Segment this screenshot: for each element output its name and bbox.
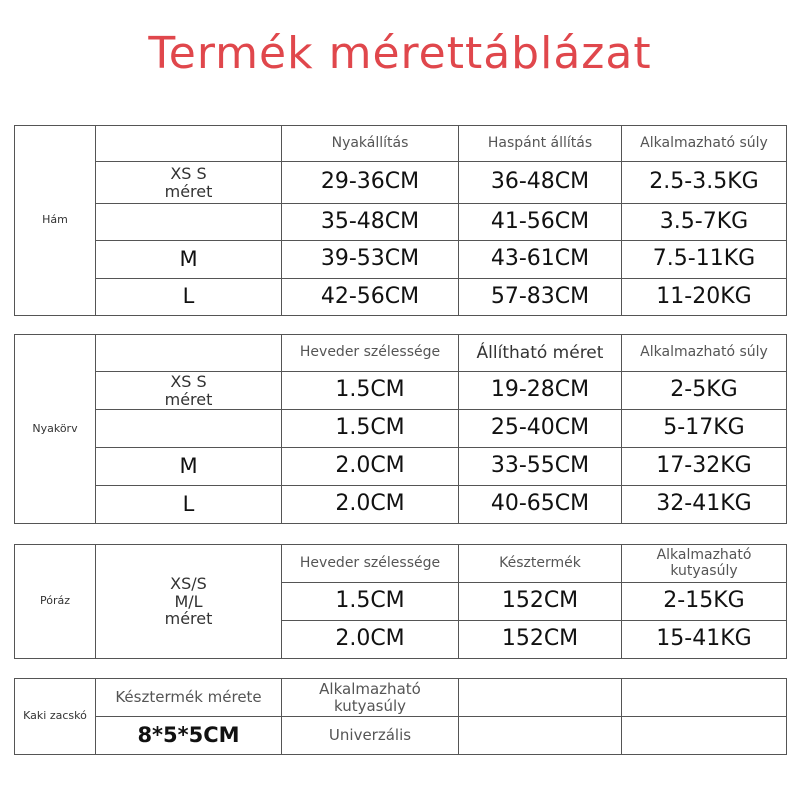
ham-cell: 2.5-3.5KG <box>622 162 787 204</box>
nyakorv-table <box>14 334 787 524</box>
nyakorv-cell: 2-5KG <box>622 372 787 410</box>
nyakorv-header-adjustable: Állítható méret <box>459 335 622 372</box>
kaki-empty-cell <box>459 679 622 717</box>
ham-cell: 7.5-11KG <box>622 241 787 279</box>
kaki-header-size: Késztermék mérete <box>96 679 282 717</box>
nyakorv-header-weight: Alkalmazható súly <box>622 335 787 372</box>
kaki-header-weight: Alkalmazható kutyasúly <box>282 679 459 717</box>
poraz-cell: 2-15KG <box>622 583 787 621</box>
nyakorv-cell: 1.5CM <box>282 372 459 410</box>
kaki-empty-cell <box>622 679 787 717</box>
ham-cell: 57-83CM <box>459 279 622 316</box>
nyakorv-cell: 40-65CM <box>459 486 622 524</box>
nyakorv-header-width: Heveder szélessége <box>282 335 459 372</box>
nyakorv-size-empty <box>96 410 282 448</box>
ham-table <box>14 125 787 316</box>
ham-header-empty <box>96 126 282 162</box>
ham-cell: 43-61CM <box>459 241 622 279</box>
poraz-cell: 1.5CM <box>282 583 459 621</box>
nyakorv-cell: 33-55CM <box>459 448 622 486</box>
nyakorv-header-empty <box>96 335 282 372</box>
nyakorv-cell: 2.0CM <box>282 448 459 486</box>
nyakorv-size-l: L <box>96 486 282 524</box>
nyakorv-category-label: Nyakörv <box>15 335 96 524</box>
ham-cell: 29-36CM <box>282 162 459 204</box>
nyakorv-size-m: M <box>96 448 282 486</box>
ham-cell: 41-56CM <box>459 204 622 241</box>
ham-cell: 39-53CM <box>282 241 459 279</box>
kaki-weight-value: Univerzális <box>282 717 459 755</box>
poraz-size: XS/S M/L méret <box>96 545 282 659</box>
ham-header-belly: Haspánt állítás <box>459 126 622 162</box>
ham-size-m: M <box>96 241 282 279</box>
nyakorv-cell: 17-32KG <box>622 448 787 486</box>
ham-size-empty <box>96 204 282 241</box>
kaki-category-label: Kaki zacskó <box>15 679 96 755</box>
poraz-cell: 152CM <box>459 583 622 621</box>
ham-cell: 3.5-7KG <box>622 204 787 241</box>
ham-cell: 36-48CM <box>459 162 622 204</box>
poraz-header-product: Késztermék <box>459 545 622 583</box>
kaki-empty-cell <box>622 717 787 755</box>
ham-cell: 35-48CM <box>282 204 459 241</box>
kaki-table <box>14 678 787 755</box>
nyakorv-cell: 2.0CM <box>282 486 459 524</box>
poraz-category-label: Póráz <box>15 545 96 659</box>
kaki-empty-cell <box>459 717 622 755</box>
poraz-header-weight: Alkalmazható kutyasúly <box>622 545 787 583</box>
ham-size-l: L <box>96 279 282 316</box>
nyakorv-cell: 32-41KG <box>622 486 787 524</box>
poraz-table <box>14 544 787 659</box>
nyakorv-cell: 5-17KG <box>622 410 787 448</box>
poraz-cell: 152CM <box>459 621 622 659</box>
nyakorv-size-xs-s: XS S méret <box>96 372 282 410</box>
ham-cell: 11-20KG <box>622 279 787 316</box>
page-title: Termék mérettáblázat <box>148 28 652 79</box>
ham-category-label: Hám <box>15 126 96 316</box>
ham-size-xs-s: XS S méret <box>96 162 282 204</box>
ham-header-neck: Nyakállítás <box>282 126 459 162</box>
poraz-header-width: Heveder szélessége <box>282 545 459 583</box>
ham-cell: 42-56CM <box>282 279 459 316</box>
nyakorv-cell: 19-28CM <box>459 372 622 410</box>
nyakorv-cell: 25-40CM <box>459 410 622 448</box>
kaki-size-value: 8*5*5CM <box>96 717 282 755</box>
ham-header-weight: Alkalmazható súly <box>622 126 787 162</box>
nyakorv-cell: 1.5CM <box>282 410 459 448</box>
poraz-cell: 2.0CM <box>282 621 459 659</box>
poraz-cell: 15-41KG <box>622 621 787 659</box>
